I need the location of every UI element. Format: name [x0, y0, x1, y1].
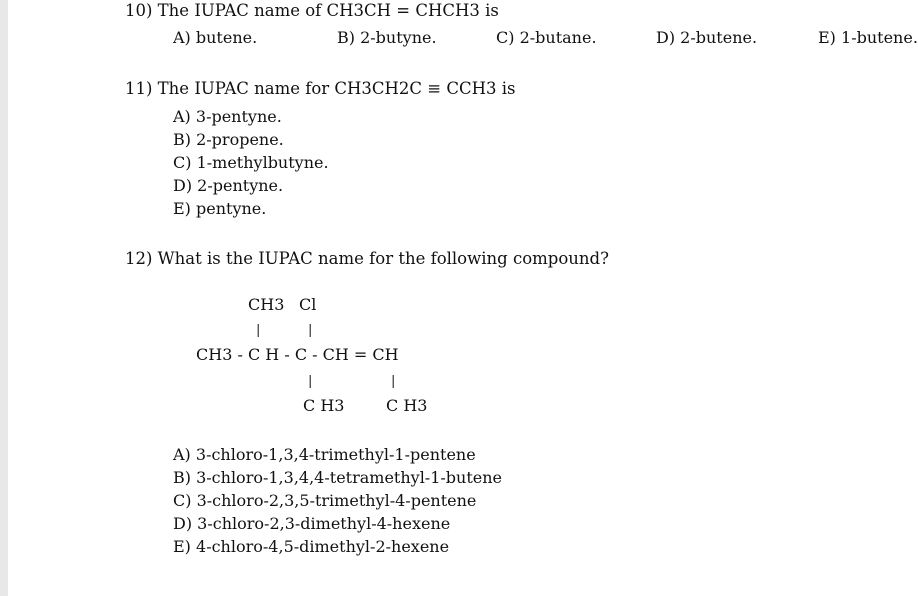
- question-10-option-c: C) 2-butane.: [496, 28, 597, 47]
- page-left-margin: [0, 0, 8, 596]
- structure-main-chain: CH3 - C H - C - CH = CH: [196, 345, 399, 364]
- question-10-option-e: E) 1-butene.: [818, 28, 918, 47]
- structure-bond-ch3-down-b: |: [391, 374, 396, 389]
- structure-bottom-ch3-b: C H3: [386, 396, 428, 415]
- question-12-option-e: E) 4-chloro-4,5-dimethyl-2-hexene: [173, 537, 450, 556]
- question-12-option-d: D) 3-chloro-2,3-dimethyl-4-hexene: [173, 514, 451, 533]
- structure-bond-cl-up: |: [308, 323, 313, 338]
- question-10-option-d: D) 2-butene.: [656, 28, 758, 47]
- structure-bond-ch3-down-a: |: [308, 374, 313, 389]
- question-12-option-b: B) 3-chloro-1,3,4,4-tetramethyl-1-butene: [173, 468, 503, 487]
- question-11-stem: 11) The IUPAC name for CH3CH2C ≡ CCH3 is: [125, 79, 516, 98]
- question-11-option-e: E) pentyne.: [173, 199, 267, 218]
- question-11-option-d: D) 2-pentyne.: [173, 176, 284, 195]
- question-12-option-a: A) 3-chloro-1,3,4-trimethyl-1-pentene: [173, 445, 476, 464]
- structure-bond-ch3-up: |: [256, 323, 261, 338]
- structure-top-ch3: CH3: [248, 295, 285, 314]
- question-11-option-a: A) 3-pentyne.: [173, 107, 282, 126]
- question-12-option-c: C) 3-chloro-2,3,5-trimethyl-4-pentene: [173, 491, 477, 510]
- question-11-option-b: B) 2-propene.: [173, 130, 284, 149]
- question-11-option-c: C) 1-methylbutyne.: [173, 153, 329, 172]
- question-10-option-a: A) butene.: [173, 28, 258, 47]
- structure-top-cl: Cl: [299, 295, 317, 314]
- structure-bottom-ch3-a: C H3: [303, 396, 345, 415]
- question-10-option-b: B) 2-butyne.: [337, 28, 437, 47]
- question-12-stem: 12) What is the IUPAC name for the following compound?: [125, 249, 609, 268]
- question-10-stem: 10) The IUPAC name of CH3CH = CHCH3 is: [125, 1, 499, 20]
